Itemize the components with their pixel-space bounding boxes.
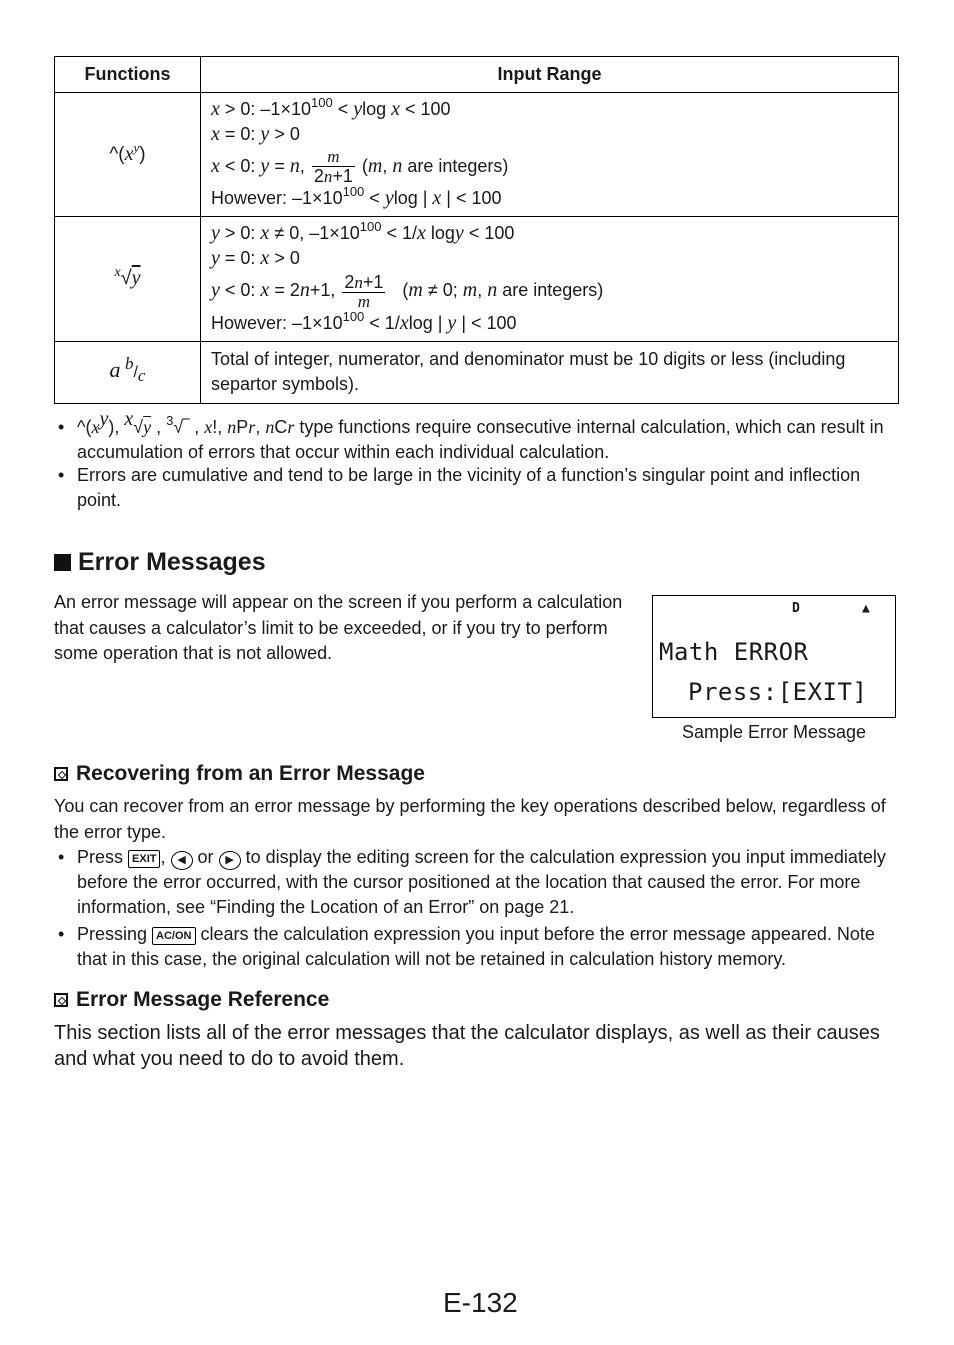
recover-heading: Recovering from an Error Message [54,762,425,786]
note-text: type functions require consecutive internal calculation, which can result in accumulation of errors that occur within each individual calculation. [77,417,884,462]
note-item: • Errors are cumulative and tend to be large in the vicinity of a function’s singular point and inflection point. [54,463,899,513]
exit-key-icon: EXIT [128,850,160,868]
right-arrow-key-icon: ▶ [219,851,241,870]
square-icon [54,554,71,571]
function-fraction: a $^b/_c$ [55,341,201,403]
section-intro: An error message will appear on the screen if you perform a calculation that causes a calculator’s limit to be exceeded, or if you try to perform some operation that is not allowed. [54,592,623,663]
press-exit-line: Press:[EXIT] [688,678,868,706]
function-root: $^x$√y [55,217,201,341]
reference-text: This section lists all of the error messages that the calculator displays, as well as their causes and what you need to do to avoid them. [54,1022,880,1070]
table-header-row [55,57,899,93]
note-text: Errors are cumulative and tend to be large in the vicinity of a function’s singular point and inflection point. [77,465,861,510]
function-power: $\^{}(x^y)$ [55,93,201,217]
left-arrow-key-icon: ◀ [171,851,193,870]
table-row [55,93,899,217]
header-functions: Functions [55,57,201,93]
degree-indicator: D [792,601,800,616]
header-input-range: Input Range [201,57,899,93]
range-fraction: Total of integer, numerator, and denominator must be 10 digits or less (including separtor symbols). [201,341,899,403]
range-power: x > 0: $-1\times 10^{100} < ylog$ x < 100 x = 0: y > 0 x < 0: y = n, $\frac{m}{2n+1}$ (m, n are integers) However: $-1\times 10^{100} < ylog$ | x | < 100 [201,93,899,217]
diamond-icon [54,767,68,781]
sample-error-screen [652,595,896,718]
error-line: Math ERROR [659,638,809,666]
recover-step: • Press EXIT , ◀ or ▶ to display the editing screen for the calculation expression you input immediately before the error occurred, with the cursor positioned at the location that caused the error. For more information, see “Finding the Location of an Error” on page 21. [58,847,886,917]
table-row [55,217,899,341]
reference-heading: Error Message Reference [54,988,329,1012]
input-range-table [54,56,899,404]
note-item: • $\^{}(x^y)$, $^x$√y , $^3$√‾ , x!, nPr, nCr type functions require consecutive internal calculation, which can result in accumulation of errors that occur within each individual calculation. [58,408,884,462]
section-title: Error Messages [54,548,266,577]
ac-on-key-icon: AC/ON [152,927,195,945]
page-number: E-132 [443,1287,518,1318]
range-root: y > 0: x ≠ 0, $-1\times 10^{100} < 1/x$ logy < 100 y = 0: x > 0 y < 0: x = 2n+1, $\frac{2n+1}{m}$ (m ≠ 0; m, n are integers) However: $-1\times 10^{100} < 1/xlog$ | y | < 100 [201,217,899,341]
screen-caption: Sample Error Message [681,722,867,742]
table-row [55,341,899,403]
recover-step: • Pressing AC/ON clears the calculation expression you input before the error message appeared. Note that in this case, the original calculation will not be retained in calculation history memory. [58,924,875,969]
recover-intro: You can recover from an error message by performing the key operations described below, regardless of the error type. [54,796,886,842]
diamond-icon [54,993,68,1007]
scroll-up-icon: ▲ [862,601,870,616]
